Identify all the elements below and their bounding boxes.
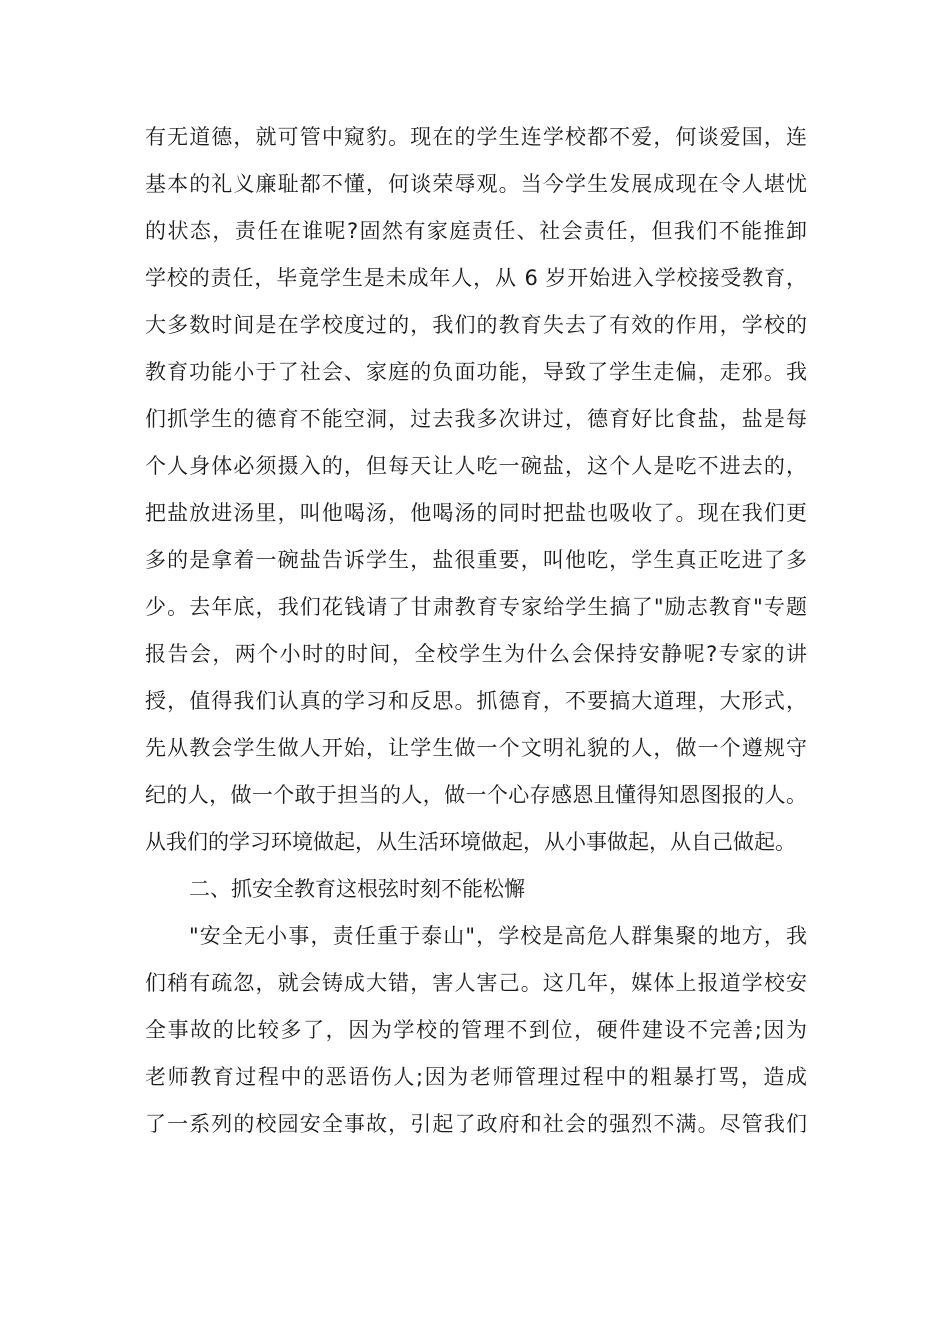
paragraph-line: 报告会，两个小时的时间，全校学生为什么会保持安静呢?专家的讲 xyxy=(145,642,807,666)
paragraph-line: 大多数时间是在学校度过的，我们的教育失去了有效的作用，学校的 xyxy=(145,313,807,337)
paragraph-line: 从我们的学习环境做起，从生活环境做起，从小事做起，从自己做起。 xyxy=(145,830,796,854)
paragraph-line: 多的是拿着一碗盐告诉学生，盐很重要，叫他吃，学生真正吃进了多 xyxy=(145,548,807,572)
paragraph-line: 了一系列的校园安全事故，引起了政府和社会的强烈不满。尽管我们 xyxy=(145,1112,807,1136)
paragraph-line: 先从教会学生做人开始，让学生做一个文明礼貌的人，做一个遵规守 xyxy=(145,736,807,760)
paragraph-line: "安全无小事，责任重于泰山"，学校是高危人群集聚的地方，我 xyxy=(189,924,807,948)
paragraph-line: 纪的人，做一个敢于担当的人，做一个心存感恩且懂得知恩图报的人。 xyxy=(145,783,807,807)
section-heading: 二、抓安全教育这根弦时刻不能松懈 xyxy=(189,877,525,901)
paragraph-line: 个人身体必须摄入的，但每天让人吃一碗盐，这个人是吃不进去的， xyxy=(145,454,807,478)
paragraph-line: 们稍有疏忽，就会铸成大错，害人害己。这几年，媒体上报道学校安 xyxy=(145,971,807,995)
paragraph-line: 学校的责任，毕竟学生是未成年人，从 6 岁开始进入学校接受教育， xyxy=(145,266,807,290)
paragraph-line: 的状态，责任在谁呢?固然有家庭责任、社会责任，但我们不能推卸 xyxy=(145,219,807,243)
paragraph-line: 把盐放进汤里，叫他喝汤，他喝汤的同时把盐也吸收了。现在我们更 xyxy=(145,501,807,525)
paragraph-line: 基本的礼义廉耻都不懂，何谈荣辱观。当今学生发展成现在令人堪忧 xyxy=(145,172,807,196)
paragraph-line: 授，值得我们认真的学习和反思。抓德育，不要搞大道理，大形式， xyxy=(145,689,807,713)
paragraph-line: 老师教育过程中的恶语伤人;因为老师管理过程中的粗暴打骂，造成 xyxy=(145,1065,807,1089)
paragraph-line: 全事故的比较多了，因为学校的管理不到位，硬件建设不完善;因为 xyxy=(145,1018,807,1042)
paragraph-line: 少。去年底，我们花钱请了甘肃教育专家给学生搞了"励志教育"专题 xyxy=(145,595,807,619)
paragraph-line: 教育功能小于了社会、家庭的负面功能，导致了学生走偏，走邪。我 xyxy=(145,360,807,384)
paragraph-line: 有无道德，就可管中窥豹。现在的学生连学校都不爱，何谈爱国，连 xyxy=(145,125,807,149)
paragraph-line: 们抓学生的德育不能空洞，过去我多次讲过，德育好比食盐，盐是每 xyxy=(145,407,807,431)
